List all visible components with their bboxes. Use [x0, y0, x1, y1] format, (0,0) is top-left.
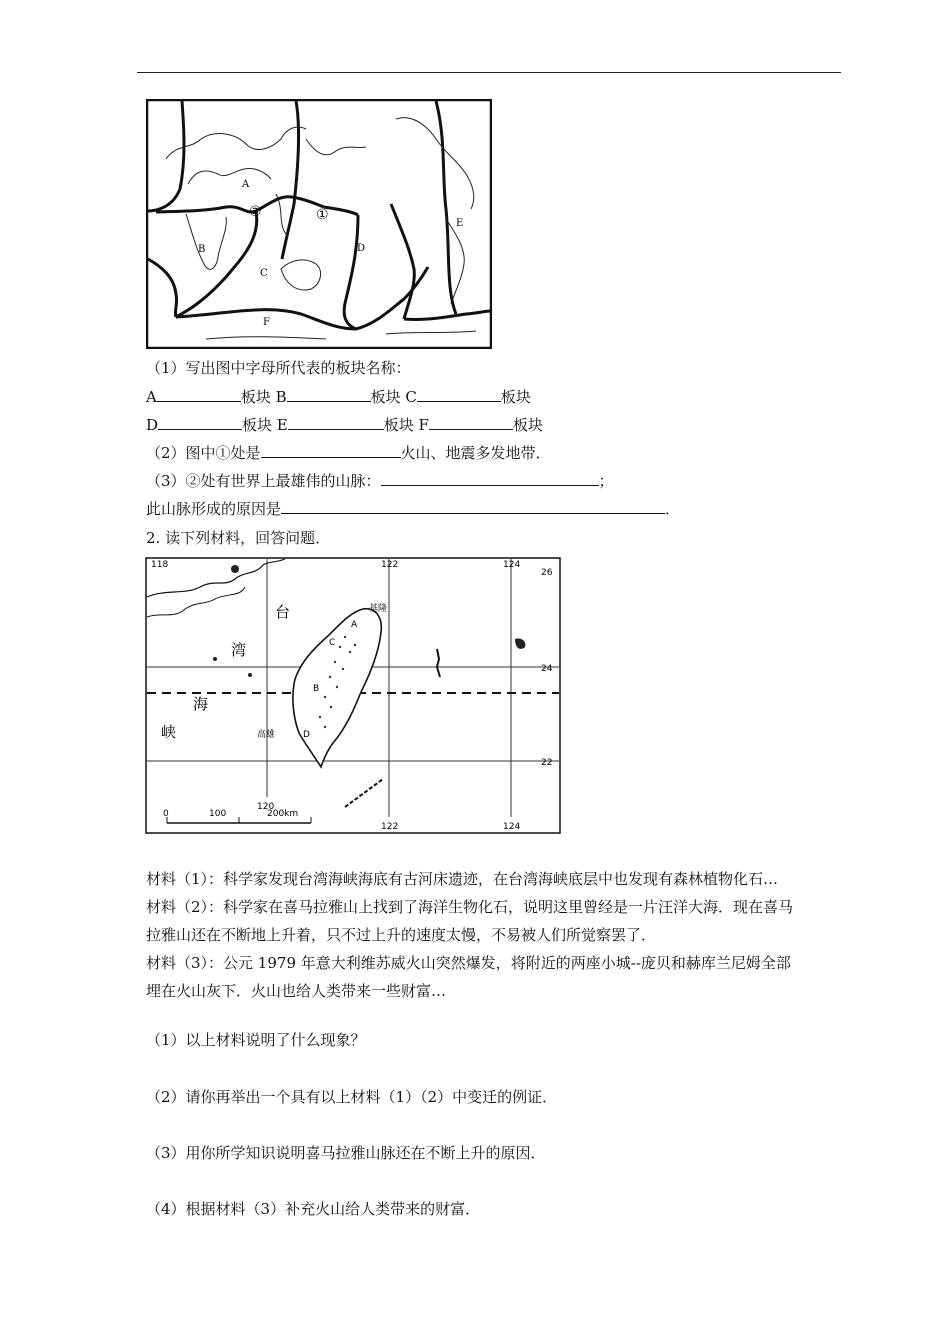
- point-B: B: [313, 684, 320, 694]
- material-2a: 材料（2）：科学家在喜马拉雅山上找到了海洋生物化石，说明这里曾经是一片汪洋大海．现在喜马: [146, 898, 794, 916]
- q1-row2: D 板块 E 板块 F 板块: [146, 416, 543, 434]
- blank-a[interactable]: [157, 387, 241, 402]
- taiwan-map: [145, 557, 561, 834]
- blank-f[interactable]: [429, 415, 513, 430]
- lon-label: 118: [151, 560, 169, 570]
- q1-2: （2）图中①处是 火山、地震多发地带．: [146, 444, 551, 462]
- marker-2: ②: [249, 204, 262, 220]
- lon-label: 124: [503, 560, 521, 570]
- material-3b: 埋在火山灰下．火山也给人类带来一些财富…: [146, 982, 447, 1000]
- svg-text:0: 0: [163, 809, 169, 819]
- q1-row1: A 板块 B 板块 C 板块: [146, 388, 531, 406]
- strait-char: 峡: [161, 723, 177, 741]
- q2-sub3: （3）用你所学知识说明喜马拉雅山脉还在不断上升的原因．: [146, 1144, 546, 1162]
- strait-char: 湾: [231, 641, 247, 659]
- point-C: C: [329, 638, 336, 648]
- island-dot: [248, 673, 252, 677]
- blank-q1-3[interactable]: [381, 471, 599, 486]
- blank-c[interactable]: [417, 387, 501, 402]
- plate-label-D: D: [357, 243, 366, 254]
- svg-text:200km: 200km: [267, 809, 299, 819]
- city-kaohsiung: 高雄: [257, 730, 276, 740]
- island-dot: [213, 657, 217, 661]
- q1-3: （3）②处有世界上最雄伟的山脉： ；: [146, 472, 614, 490]
- plate-map: [146, 99, 492, 349]
- lon-label: 120: [257, 802, 275, 812]
- strait-char: 海: [193, 695, 209, 713]
- blank-e[interactable]: [288, 415, 384, 430]
- blank-d[interactable]: [158, 415, 242, 430]
- point-D: D: [303, 730, 310, 740]
- blank-b[interactable]: [287, 387, 371, 402]
- plate-label-F: F: [263, 317, 270, 328]
- strait-char: 台: [275, 603, 291, 621]
- q2-sub2: （2）请你再举出一个具有以上材料（1）（2）中变迁的例证．: [146, 1088, 558, 1106]
- plate-label-B: B: [198, 244, 206, 255]
- lat-label: 26: [541, 568, 553, 578]
- city-keelung: 基隆: [369, 604, 388, 614]
- q2-sub4: （4）根据材料（3）补充火山给人类带来的财富．: [146, 1200, 481, 1218]
- lon-label: 124: [503, 822, 521, 832]
- q2-title: 2. 读下列材料，回答问题．: [146, 529, 331, 547]
- lat-label: 24: [541, 664, 553, 674]
- q1-3b: 此山脉形成的原因是 ．: [146, 500, 681, 518]
- material-3a: 材料（3）：公元 1979 年意大利维苏威火山突然爆发，将附近的两座小城--庞贝和赫库兰尼姆全部: [146, 954, 791, 972]
- marker-1: ①: [316, 207, 329, 223]
- svg-text:100: 100: [209, 809, 227, 819]
- island-dot: [231, 565, 239, 573]
- lon-label: 122: [381, 560, 399, 570]
- plate-label-A: A: [242, 179, 250, 190]
- blank-q1-3b[interactable]: [281, 499, 665, 514]
- material-2b: 拉雅山还在不断地上升着，只不过上升的速度太慢，不易被人们所觉察罢了．: [146, 926, 657, 944]
- lon-label: 122: [381, 822, 399, 832]
- header-rule: [137, 72, 841, 73]
- blank-q1-2[interactable]: [261, 443, 401, 458]
- q1-intro: （1）写出图中字母所代表的板块名称：: [146, 359, 411, 377]
- plate-label-C: C: [260, 268, 268, 279]
- lat-label: 22: [541, 758, 553, 768]
- map-frame: [147, 100, 491, 348]
- plate-label-E: E: [456, 218, 464, 229]
- material-1: 材料（1）：科学家发现台湾海峡海底有古河床遗迹，在台湾海峡底层中也发现有森林植物化石…: [146, 870, 779, 888]
- point-A: A: [351, 620, 358, 630]
- q2-sub1: （1）以上材料说明了什么现象？: [146, 1031, 366, 1049]
